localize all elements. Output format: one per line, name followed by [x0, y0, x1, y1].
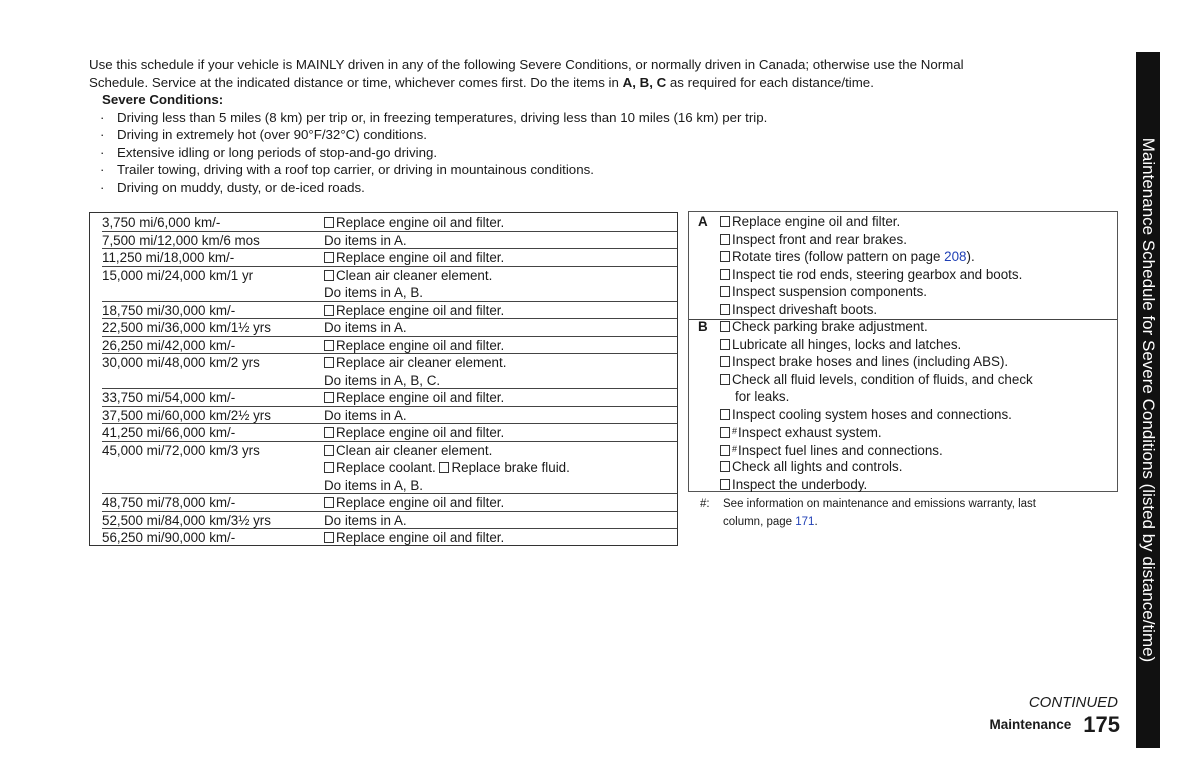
condition-text: Driving less than 5 miles (8 km) per trip or, in freezing temperatures, driving less than 10 miles (16 km) per trip. [117, 109, 768, 125]
text: Rotate tires (follow pattern on page [732, 249, 945, 264]
schedule-row [90, 232, 677, 250]
text: Clean air cleaner element. [336, 267, 493, 283]
text: Inspect front and rear brakes. [732, 231, 907, 247]
checkbox-icon[interactable] [720, 356, 730, 367]
schedule-row [90, 214, 677, 232]
text: Do items in A, B. [324, 477, 423, 493]
checkbox-icon[interactable] [324, 217, 334, 228]
service-item [720, 371, 1033, 389]
service-item [720, 353, 1008, 371]
service-item [720, 458, 902, 476]
text: Do items in A, B. [324, 285, 423, 300]
distance-interval: 37,500 mi/60,000 km/2½ yrs [102, 407, 271, 423]
section-letter-a: A [698, 214, 708, 229]
section-letter-b: B [698, 319, 708, 334]
service-item [720, 231, 907, 249]
service-line [324, 232, 407, 250]
service-line [324, 389, 504, 407]
distance-interval: 22,500 mi/36,000 km/1½ yrs [102, 320, 271, 335]
service-line [324, 407, 407, 425]
condition-text: Trailer towing, driving with a roof top carrier, or driving in mountainous conditions. [117, 162, 594, 177]
text: ). [966, 249, 975, 264]
bullet: · [100, 109, 105, 125]
continued-label: CONTINUED [1028, 694, 1118, 711]
condition-item [89, 126, 1119, 144]
checkbox-icon[interactable] [324, 532, 334, 543]
schedule-row [90, 302, 677, 320]
checkbox-icon[interactable] [324, 252, 334, 263]
schedule-row [90, 424, 677, 442]
service-line [324, 372, 440, 390]
text: Replace air cleaner element. [336, 355, 507, 370]
text: Inspect the underbody. [732, 476, 868, 492]
checkbox-icon[interactable] [720, 461, 730, 472]
text: Replace engine oil and filter. [336, 390, 505, 405]
warranty-note [697, 495, 1117, 531]
text: Inspect tie rod ends, steering gearbox and boots. [732, 266, 1023, 282]
intro-line-2-text: Schedule. Service at the indicated distance or time, whichever comes first. Do the items in [89, 74, 623, 90]
text: Inspect brake hoses and lines (including ABS). [732, 354, 1009, 369]
warranty-marker: # [732, 443, 738, 454]
distance-interval: 33,750 mi/54,000 km/- [102, 390, 236, 405]
checkbox-icon[interactable] [439, 462, 449, 473]
checkbox-icon[interactable] [324, 270, 334, 281]
checkbox-icon[interactable] [720, 445, 730, 456]
service-line [324, 354, 506, 372]
service-item [720, 406, 1012, 424]
schedule-row [90, 494, 677, 512]
text: Inspect cooling system hoses and connections. [732, 406, 1012, 422]
text: Replace engine oil and filter. [336, 250, 505, 265]
distance-interval: 15,000 mi/24,000 km/1 yr [102, 267, 254, 283]
text: Replace brake fluid. [451, 460, 570, 475]
text: Replace engine oil and filter. [336, 530, 505, 545]
warranty-marker: # [732, 426, 738, 436]
condition-text: Extensive idling or long periods of stop-and-go driving. [117, 144, 438, 160]
distance-interval: 52,500 mi/84,000 km/3½ yrs [102, 512, 271, 528]
bullet: · [100, 179, 105, 195]
service-line [324, 267, 492, 285]
bullet: · [100, 144, 105, 160]
service-item [720, 318, 928, 336]
page-link-208[interactable]: 208 [944, 249, 967, 264]
service-item [720, 423, 882, 441]
text: Inspect fuel lines and connections. [738, 442, 943, 458]
checkbox-icon[interactable] [720, 269, 730, 280]
text: Do items in A. [324, 320, 407, 335]
text: Replace coolant. [336, 460, 436, 475]
text: Replace engine oil and filter. [732, 214, 901, 229]
distance-interval: 48,750 mi/78,000 km/- [102, 495, 236, 510]
text: Inspect driveshaft boots. [732, 301, 878, 317]
distance-interval: 30,000 mi/48,000 km/2 yrs [102, 355, 260, 370]
condition-item [89, 179, 1119, 197]
text: Do items in A, B, C. [324, 372, 441, 388]
text: Check all fluid levels, condition of fluids, and check [732, 371, 1033, 387]
schedule-row [90, 389, 677, 407]
text: Check all lights and controls. [732, 459, 903, 474]
schedule-row [90, 512, 677, 530]
service-item [720, 336, 961, 354]
service-line [324, 337, 504, 355]
service-item [720, 476, 867, 494]
service-line [324, 442, 492, 460]
checkbox-icon[interactable] [720, 339, 730, 350]
service-line [324, 284, 423, 302]
page-number: 175 [1083, 712, 1120, 737]
service-line [324, 477, 423, 495]
text: Replace engine oil and filter. [336, 215, 505, 230]
service-item [735, 388, 789, 406]
intro-line-1: Use this schedule if your vehicle is MAINLY driven in any of the following Severe Conditions, or normally driven in Canada; otherwise use the Normal [89, 57, 964, 72]
footer-section: Maintenance [989, 717, 1072, 732]
service-item [720, 301, 877, 319]
checkbox-icon[interactable] [324, 392, 334, 403]
schedule-row [90, 319, 677, 337]
checkbox-icon[interactable] [720, 251, 730, 262]
checkbox-icon[interactable] [720, 216, 730, 227]
distance-interval: 45,000 mi/72,000 km/3 yrs [102, 442, 260, 458]
section-side-tab [1136, 52, 1160, 748]
condition-item [89, 144, 1119, 162]
note-line-2-text: column, page [723, 516, 796, 528]
note-line-2 [723, 513, 1117, 531]
text: Inspect exhaust system. [738, 425, 882, 440]
service-line [324, 529, 504, 547]
text: Inspect suspension components. [732, 284, 928, 299]
checkbox-icon[interactable] [324, 340, 334, 351]
checkbox-icon[interactable] [720, 304, 730, 315]
intro-line-2-bold: A, B, C [622, 74, 667, 90]
text: for leaks. [735, 389, 790, 404]
service-line [324, 319, 407, 337]
text: Clean air cleaner element. [336, 442, 493, 458]
checkbox-icon[interactable] [720, 427, 730, 438]
condition-text: Driving on muddy, dusty, or de-iced roads. [117, 179, 365, 195]
service-item [720, 213, 900, 231]
intro-line-2-end: as required for each distance/time. [666, 74, 874, 90]
checkbox-icon[interactable] [324, 305, 334, 316]
schedule-row [90, 249, 677, 267]
checkbox-icon[interactable] [720, 374, 730, 385]
distance-interval: 56,250 mi/90,000 km/- [102, 530, 236, 545]
distance-interval: 41,250 mi/66,000 km/- [102, 425, 236, 440]
checkbox-icon[interactable] [720, 286, 730, 297]
conditions-list [89, 109, 1119, 197]
service-item [720, 266, 1022, 284]
checkbox-icon[interactable] [324, 445, 334, 456]
maintenance-schedule-table [89, 212, 678, 546]
checkbox-icon[interactable] [324, 357, 334, 368]
text: Do items in A. [324, 232, 407, 248]
schedule-row [90, 337, 677, 355]
text: Replace engine oil and filter. [336, 495, 505, 510]
text: Do items in A. [324, 512, 407, 528]
note-marker: #: [700, 498, 710, 510]
text: Replace engine oil and filter. [336, 302, 505, 318]
distance-interval: 11,250 mi/18,000 km/- [102, 250, 235, 265]
text: Lubricate all hinges, locks and latches. [732, 336, 962, 352]
checkbox-icon[interactable] [720, 409, 730, 420]
service-line [324, 249, 504, 267]
intro-line-2 [89, 74, 1119, 92]
side-tab-title: Maintenance Schedule for Severe Conditions (listed by distance/time) [1139, 137, 1158, 663]
distance-interval: 18,750 mi/30,000 km/- [102, 302, 236, 318]
service-items-box [688, 211, 1118, 492]
condition-item [89, 109, 1119, 127]
service-line [324, 494, 504, 512]
page-footer [990, 712, 1121, 738]
schedule-row [90, 442, 677, 495]
distance-interval: 3,750 mi/6,000 km/- [102, 215, 221, 230]
service-line [324, 512, 407, 530]
distance-interval: 7,500 mi/12,000 km/6 mos [102, 232, 260, 248]
checkbox-icon[interactable] [324, 462, 334, 473]
checkbox-icon[interactable] [720, 321, 730, 332]
condition-item [89, 161, 1119, 179]
text: Replace engine oil and filter. [336, 337, 505, 353]
checkbox-icon[interactable] [324, 427, 334, 438]
schedule-row [90, 354, 677, 389]
bullet: · [100, 127, 105, 142]
distance-interval: 26,250 mi/42,000 km/- [102, 337, 236, 353]
severe-conditions-heading: Severe Conditions: [102, 92, 224, 107]
text: Replace engine oil and filter. [336, 425, 505, 440]
service-item [720, 248, 975, 266]
text: Do items in A. [324, 407, 407, 423]
condition-text: Driving in extremely hot (over 90°F/32°C) conditions. [117, 127, 427, 142]
service-item [720, 283, 927, 301]
schedule-row [90, 407, 677, 425]
text: Check parking brake adjustment. [732, 319, 928, 334]
schedule-row [90, 267, 677, 302]
note-line-1: See information on maintenance and emissions warranty, last [723, 498, 1037, 510]
intro [89, 56, 1119, 196]
service-line [324, 302, 504, 320]
checkbox-icon[interactable] [324, 497, 334, 508]
service-line [324, 459, 570, 477]
checkbox-icon[interactable] [720, 234, 730, 245]
note-line-2-end: . [814, 516, 818, 528]
bullet: · [100, 162, 105, 177]
schedule-row [90, 529, 677, 547]
service-line [324, 424, 504, 442]
service-item [720, 441, 943, 459]
checkbox-icon[interactable] [720, 479, 730, 490]
service-line [324, 214, 504, 232]
page-link-171[interactable]: 171 [795, 516, 815, 528]
